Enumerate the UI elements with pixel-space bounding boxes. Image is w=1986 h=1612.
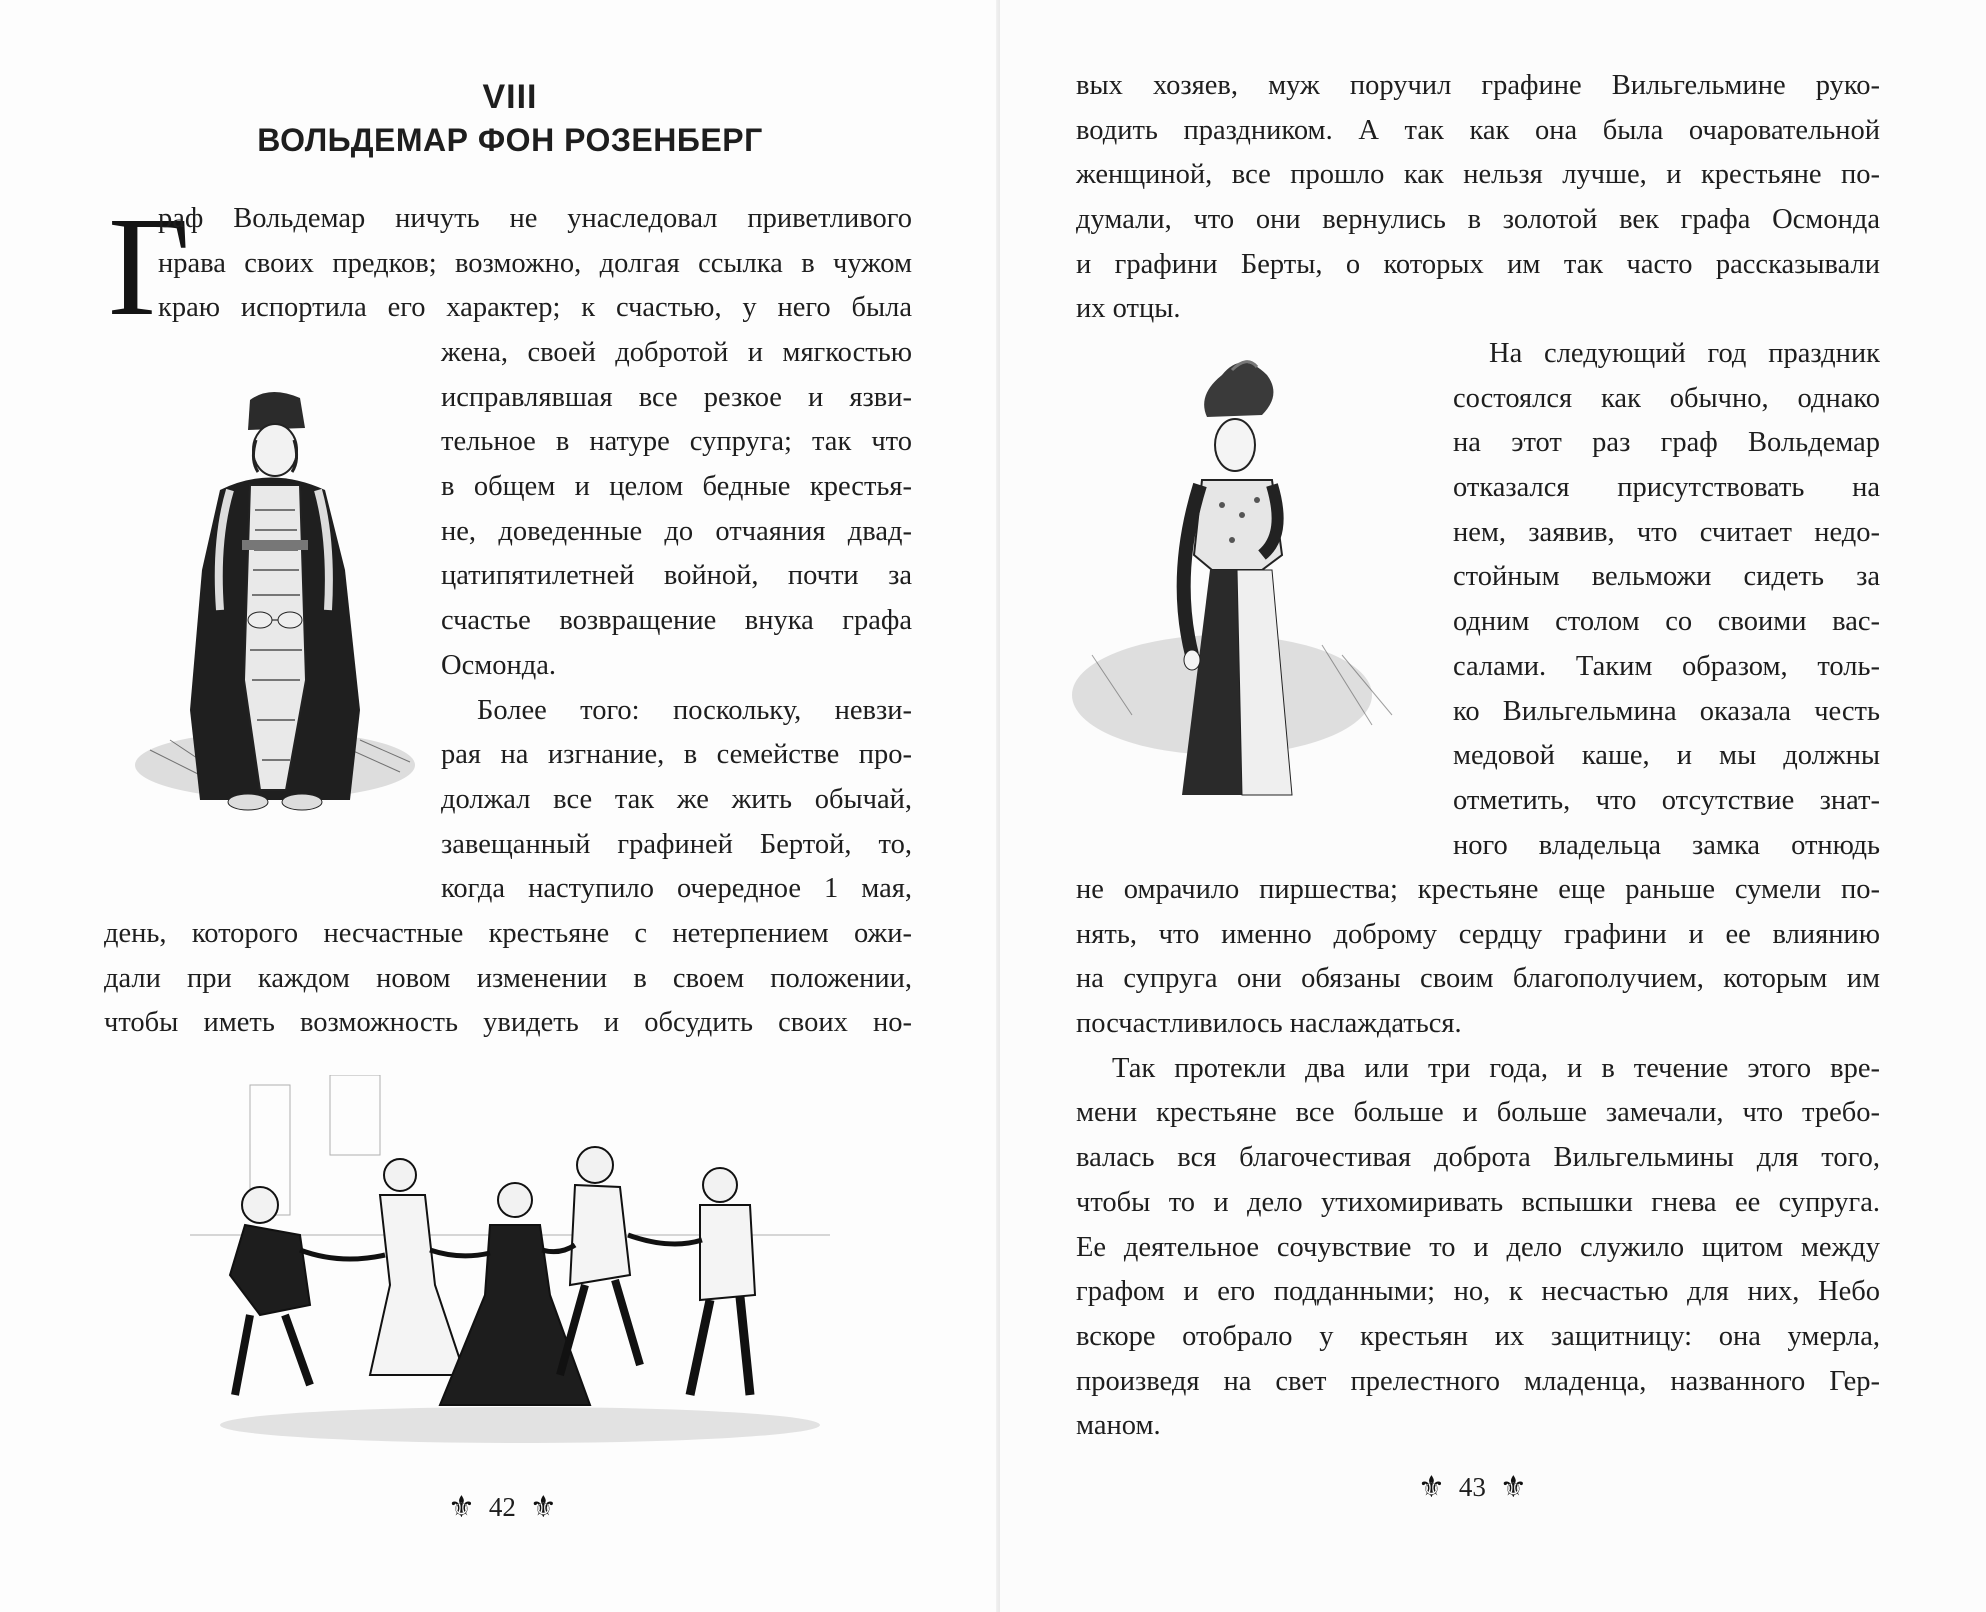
- text-line: нять, что именно доброму сердцу графини и ее влиянию: [1076, 918, 1880, 950]
- text-line: тельное в натуре супруга; так что: [441, 426, 912, 458]
- text-line: не, доведенные до отчаяния двад-: [441, 515, 912, 547]
- chapter-number: VIII: [482, 78, 538, 116]
- text-line: думали, что они вернулись в золотой век графа Осмонда: [1076, 204, 1880, 236]
- text-line: их отцы.: [1076, 293, 1181, 325]
- right-page: [1000, 0, 1986, 1612]
- text-line: счастье возвращение внука графа: [441, 605, 912, 637]
- text-line: должал все так же жить обычай,: [441, 783, 912, 815]
- text-line: Так протекли два или три года, и в течение этого вре-: [1112, 1052, 1880, 1084]
- page-number-left: [448, 1490, 557, 1525]
- fleuron-icon: ⚜: [529, 1491, 557, 1524]
- text-line: не омрачило пиршества; крестьяне еще раньше сумели по-: [1076, 874, 1880, 905]
- text-line: Ее деятельное сочувствие то и дело служило щитом между: [1076, 1231, 1880, 1263]
- text-line: графом и его подданными; но, к несчастью для них, Небо: [1076, 1276, 1880, 1308]
- text-line: валась вся благочестивая доброта Вильгельмины для того,: [1076, 1142, 1880, 1174]
- text-line: вскоре отобрало у крестьян их защитницу: она умерла,: [1076, 1320, 1880, 1352]
- text-line: женщиной, все прошло как нельзя лучше, и крестьяне по-: [1076, 159, 1880, 191]
- left-wrap-lines: [441, 331, 912, 912]
- text-line: Осмонда.: [441, 649, 557, 681]
- text-line: нем, заявив, что считает недо-: [1453, 516, 1880, 548]
- text-line: на супруга они обязаны своим благополучием, которым им: [1076, 963, 1880, 995]
- text-line: Более того: поскольку, невзи-: [477, 694, 912, 726]
- left-full-lines: [104, 912, 912, 1046]
- text-line: когда наступило очередное 1 мая,: [441, 873, 912, 905]
- text-line: и графини Берты, о которых им так часто рассказывали: [1076, 248, 1880, 280]
- text-line: произведя на свет прелестного младенца, названного Гер-: [1076, 1365, 1880, 1397]
- text-line: чтобы то и дело утихомиривать вспышки гнева ее супруга.: [1076, 1186, 1880, 1218]
- text-line: жена, своей добротой и мягкостью: [441, 337, 912, 368]
- left-drop-lines: [158, 197, 912, 331]
- fleuron-icon: ⚜: [1418, 1471, 1445, 1504]
- text-line: на этот раз граф Вольдемар: [1453, 427, 1880, 459]
- lady-illustration: [1072, 355, 1452, 825]
- drop-cap: Г: [108, 187, 191, 345]
- text-line: рая на изгнание, в семействе про-: [441, 739, 912, 771]
- right-top-lines: [1076, 64, 1880, 332]
- text-line: одним столом со своими вас-: [1453, 606, 1880, 638]
- page-number: 42: [488, 1492, 516, 1522]
- fleuron-icon: ⚜: [448, 1491, 475, 1524]
- text-line: раф Вольдемар ничуть не унаследовал приветливого: [158, 203, 912, 234]
- text-line: маном.: [1076, 1410, 1161, 1442]
- text-line: ко Вильгельмина оказала честь: [1453, 695, 1880, 727]
- text-line: отметить, что отсутствие знат-: [1453, 784, 1880, 816]
- text-line: На следующий год праздник: [1489, 338, 1880, 369]
- page-number: 43: [1458, 1472, 1486, 1502]
- text-line: медовой каше, и мы должны: [1453, 740, 1880, 772]
- text-line: состоялся как обычно, однако: [1453, 382, 1880, 414]
- text-line: стойным вельможи сидеть за: [1453, 561, 1880, 593]
- nobleman-illustration: [110, 380, 430, 870]
- fleuron-icon: ⚜: [1499, 1471, 1527, 1504]
- text-line: мени крестьяне все больше и больше замечали, что требо-: [1076, 1097, 1880, 1129]
- text-line: цатипятилетней войной, почти за: [441, 560, 912, 592]
- text-line: день, которого несчастные крестьяне с нетерпением ожи-: [104, 918, 912, 949]
- text-line: чтобы иметь возможность увидеть и обсудить своих но-: [104, 1007, 912, 1039]
- text-line: исправлявшая все резкое и язви-: [441, 381, 912, 413]
- text-line: нрава своих предков; возможно, долгая ссылка в чужом: [158, 247, 912, 279]
- chapter-title: ВОЛЬДЕМАР ФОН РОЗЕНБЕРГ: [257, 122, 763, 158]
- text-line: в общем и целом бедные крестья-: [441, 471, 912, 503]
- right-wrap-lines: [1453, 332, 1880, 868]
- right-full-lines: [1076, 868, 1880, 1449]
- text-line: посчастливилось наслаждаться.: [1076, 1008, 1462, 1040]
- text-line: ного владельца замка отнюдь: [1453, 829, 1880, 861]
- round-dance-illustration: [190, 1075, 830, 1465]
- page-number-right: [1418, 1470, 1527, 1505]
- text-line: дали при каждом новом изменении в своем положении,: [104, 962, 912, 994]
- text-line: салами. Таким образом, толь-: [1453, 650, 1880, 682]
- text-line: завещанный графиней Бертой, то,: [441, 828, 912, 860]
- text-line: вых хозяев, муж поручил графине Вильгельмине руко-: [1076, 70, 1880, 101]
- text-line: водить праздником. А так как она была очаровательной: [1076, 114, 1880, 146]
- text-line: краю испортила его характер; к счастью, у него была: [158, 292, 912, 324]
- text-line: отказался присутствовать на: [1453, 472, 1880, 504]
